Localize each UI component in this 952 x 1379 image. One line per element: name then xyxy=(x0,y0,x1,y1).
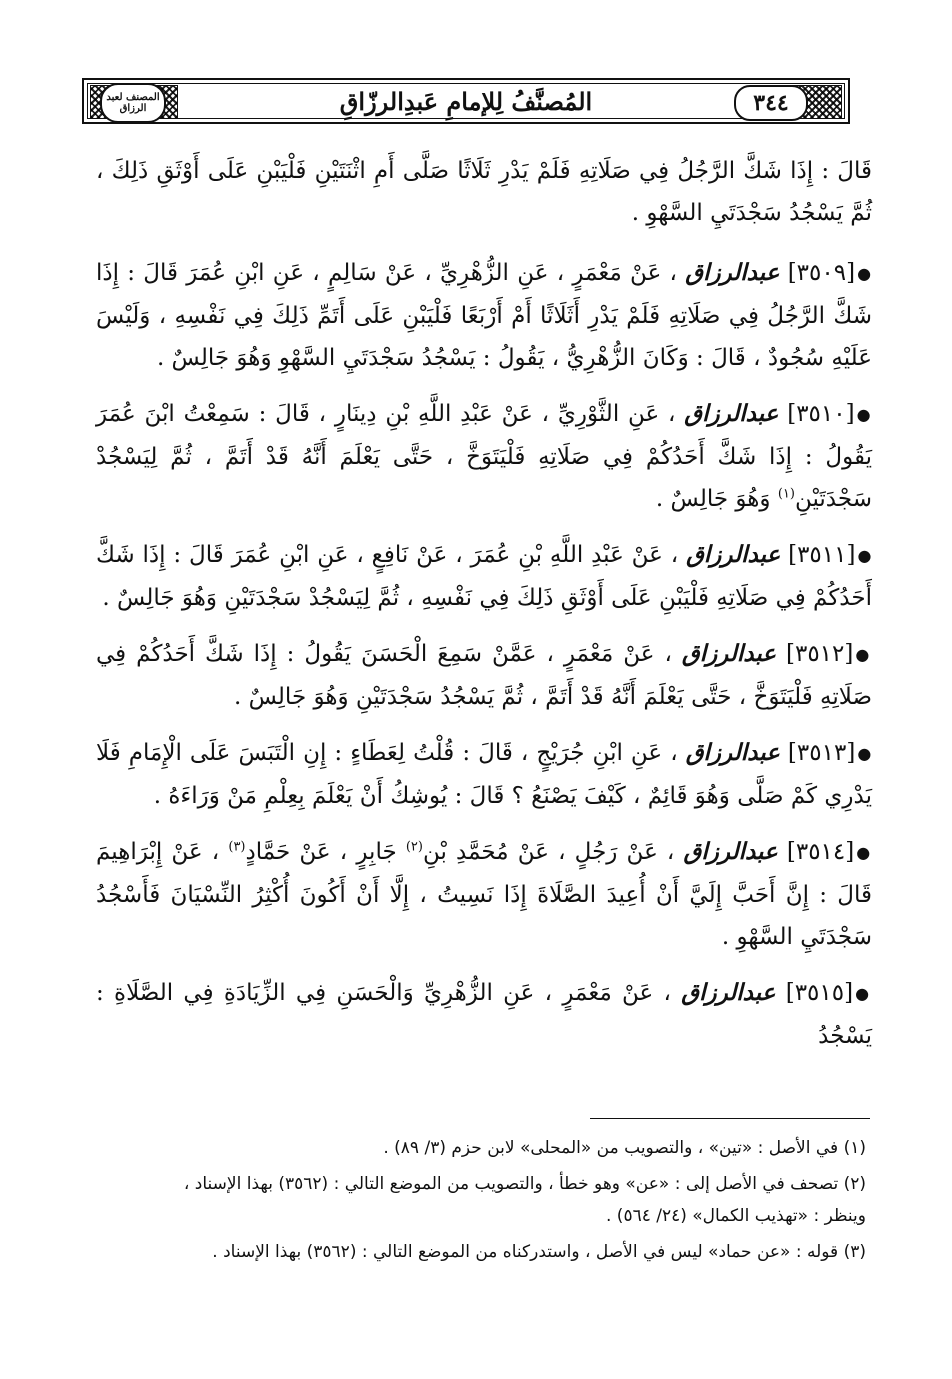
hadith-entry-3513 xyxy=(96,732,872,817)
running-title: المُصنَّفُ لِلإمامِ عَبدِالرزّاقِ xyxy=(330,87,602,116)
paragraph-continuation xyxy=(96,150,872,234)
bullet-icon: ● xyxy=(856,843,873,862)
footnote-divider xyxy=(590,1118,870,1119)
book-seal-logo: المصنف لعبد الرزاق xyxy=(100,83,166,123)
entry-lead: عبدالرزاق xyxy=(685,739,780,766)
footnote-3: (٣) قوله : «عن حماد» ليس في الأصل ، واستدركناه من الموضع التالي : (٣٥٦٢) بهذا الإسناد . xyxy=(212,1242,866,1262)
hadith-entry-3514 xyxy=(96,831,872,958)
entry-lead: عبدالرزاق xyxy=(684,400,779,427)
page-header xyxy=(82,78,850,124)
entry-number: [٣٥١٣] xyxy=(787,740,856,766)
bullet-icon: ● xyxy=(857,744,873,763)
entry-text: ، عَنْ عَبْدِ اللَّهِ بْنِ عُمَرَ ، عَنْ نَافِعٍ ، عَنِ ابْنِ عُمَرَ قَالَ : إِذَا شَكَّ أَحَدُكُمْ فِي صَلَاتِهِ فَلْيَبْنِ عَلَى أَوْثَقِ ذَلِكَ فِي نَفْسِهِ ، ثُمَّ لِيَسْجُدْ سَجْدَتَيْنِ وَهُوَ جَالِسٌ . xyxy=(96,542,872,611)
footnote-1: (١) في الأصل : «تين» ، والتصويب من «المحلى» لابن حزم (٣/ ٨٩) . xyxy=(383,1138,866,1158)
page-number: ٣٤٤ xyxy=(734,85,808,121)
footnote-ref: (١) xyxy=(777,486,795,502)
entry-number: [٣٥١٤] xyxy=(786,839,855,865)
bullet-icon: ● xyxy=(857,546,872,565)
entry-number: [٣٥٠٩] xyxy=(787,260,856,286)
footnotes xyxy=(150,1132,866,1272)
entry-tail: ، عَنْ إِبْرَاهِيمَ قَالَ : إِنَّ أَحَبَّ إِلَيَّ أَنْ أُعِيدَ الصَّلَاةَ إِذَا نَسِيتُ ، إِلَّا أَنْ أَكُونَ أُكْثِرُ النِّسْيَانَ فَأَسْجُدُ سَجْدَتَيِ السَّهْوِ . xyxy=(96,839,872,950)
entry-text: ، عَنْ مَعْمَرٍ ، عَنِ الزُّهْرِيِّ وَالْحَسَنِ فِي الزِّيَادَةِ فِي الصَّلَاةِ : يَسْجُدُ xyxy=(96,980,872,1049)
main-text xyxy=(96,150,872,1071)
footnote-ref: (٣) xyxy=(228,839,246,855)
entry-lead: عبدالرزاق xyxy=(685,259,780,286)
entry-number: [٣٥١٢] xyxy=(785,641,854,667)
bullet-icon: ● xyxy=(855,984,873,1003)
bullet-icon: ● xyxy=(855,645,872,664)
entry-text-2: جَابِرٍ ، عَنْ حَمَّادٍ xyxy=(245,839,397,865)
entry-number: [٣٥١١] xyxy=(788,542,856,568)
entry-lead: عبدالرزاق xyxy=(681,640,777,667)
entry-tail: وَهُوَ جَالِسٌ . xyxy=(655,486,771,512)
hadith-entry-3509 xyxy=(96,252,872,379)
entry-text: ، عَنْ مَعْمَرٍ ، عَنِ الزُّهْرِيِّ ، عَنْ سَالِمٍ ، عَنِ ابْنِ عُمَرَ قَالَ : إِذَا شَكَّ الرَّجُلُ فِي صَلَاتِهِ فَلَمْ يَدْرِ أَثَلَاثًا أَمْ أَرْبَعًا فَلْيَبْنِ عَلَى أَتَمِّ ذَلِكَ فِي نَفْسِهِ ، وَلَيْسَ عَلَيْهِ سُجُودٌ ، قَالَ : وَكَانَ الزُّهْرِيُّ ، يَقُولُ : يَسْجُدُ سَجْدَتَيِ السَّهْوِ وَهُوَ جَالِسٌ . xyxy=(96,260,872,371)
paragraph-text: قَالَ : إِذَا شَكَّ الرَّجُلُ فِي صَلَاتِهِ فَلَمْ يَدْرِ ثَلَاثًا صَلَّى أَمِ اثْنَتَيْنِ فَلْيَبْنِ عَلَى أَوْثَقِ ذَلِكَ ، ثُمَّ يَسْجُدُ سَجْدَتَيِ السَّهْوِ . xyxy=(96,158,872,226)
entry-text: ، عَنْ مَعْمَرٍ ، عَمَّنْ سَمِعَ الْحَسَنَ يَقُولُ : إِذَا شَكَّ أَحَدُكُمْ فِي صَلَاتِهِ فَلْيَتَوَخَّ ، حَتَّى يَعْلَمَ أَنَّهُ قَدْ أَتَمَّ ، ثُمَّ يَسْجُدُ سَجْدَتَيْنِ وَهُوَ جَالِسٌ . xyxy=(96,641,872,710)
entry-lead: عبدالرزاق xyxy=(683,838,778,865)
bullet-icon: ● xyxy=(856,405,873,424)
entry-number: [٣٥١٠] xyxy=(787,401,855,427)
hadith-entry-3511 xyxy=(96,534,872,619)
entry-lead: عبدالرزاق xyxy=(681,979,776,1006)
hadith-entry-3512 xyxy=(96,633,872,718)
hadith-entry-3510 xyxy=(96,393,872,520)
entry-number: [٣٥١٥] xyxy=(785,980,854,1006)
entry-text: ، عَنِ ابْنِ جُرَيْجٍ ، قَالَ : قُلْتُ لِعَطَاءٍ : إِنِ الْتَبَسَ عَلَى الْإِمَامِ فَلَا يَدْرِي كَمْ صَلَّى وَهُوَ قَائِمٌ ، كَيْفَ يَصْنَعُ ؟ قَالَ : يُوشِكُ أَنْ يَعْلَمَ بِعِلْمِ مَنْ وَرَاءَهُ . xyxy=(96,740,872,809)
footnote-2: (٢) تصحف في الأصل إلى : «عن» وهو خطأ ، والتصويب من الموضع التالي : (٣٥٦٢) بهذا الإسناد ، وينظر : «تهذيب الكمال» (٢٤/ ٥٦٤) . xyxy=(183,1174,866,1226)
hadith-entry-3515 xyxy=(96,972,872,1057)
entry-text: ، عَنْ رَجُلٍ ، عَنْ مُحَمَّدِ بْنِ xyxy=(422,839,675,865)
bullet-icon: ● xyxy=(857,264,872,283)
entry-text: ، عَنِ الثَّوْرِيِّ ، عَنْ عَبْدِ اللَّهِ بْنِ دِينَارٍ ، قَالَ : سَمِعْتُ ابْنَ عُمَرَ يَقُولُ : إِذَا شَكَّ أَحَدُكُمْ فِي صَلَاتِهِ فَلْيَتَوَخَّ ، حَتَّى يَعْلَمَ أَنَّهُ قَدْ أَتَمَّ ، ثُمَّ لِيَسْجُدْ سَجْدَتَيْنِ xyxy=(96,401,872,512)
footnote-ref: (٢) xyxy=(405,839,423,855)
entry-lead: عبدالرزاق xyxy=(686,541,781,568)
